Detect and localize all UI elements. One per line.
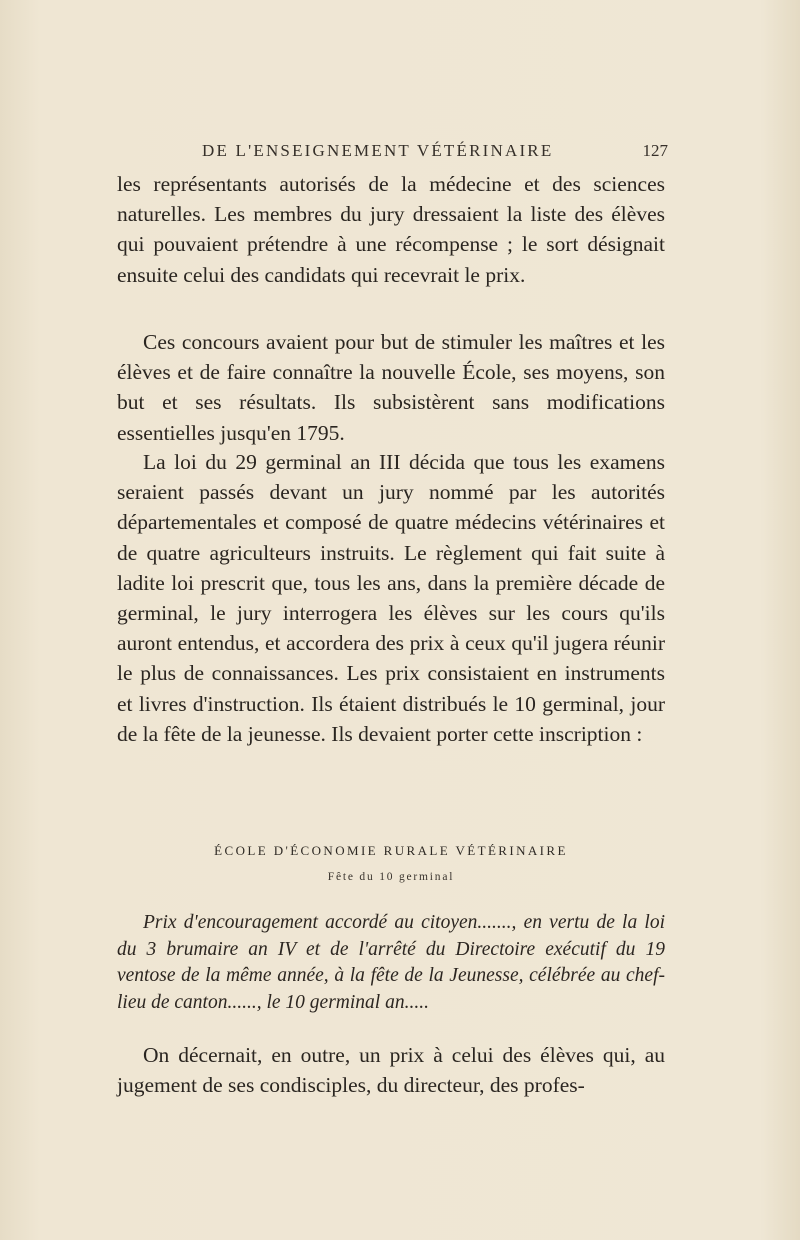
inscription-subtitle: Fête du 10 germinal [327, 871, 455, 883]
paragraph-concours: Ces concours avaient pour but de stimuler les maîtres et les élèves et de faire connaître la nouvelle École, ses moyens, son but et ses résultats. Ils subsistèrent sans modifications essentielles jusqu'en 1795. [117, 330, 665, 445]
running-head [112, 141, 668, 171]
paragraph-loi-germinal: La loi du 29 germinal an III décida que tous les examens seraient passés devant un jury nommé par les autorités départementales et composé de quatre médecins vétérinaires et de quatre agriculteurs instruits. Le règlement qui fait suite à ladite loi prescrit que, tous les ans, dans la première décade de germinal, le jury interrogera les élèves sur les cours qu'ils auront entendus, et accordera des prix à ceux qu'il jugera réunir le plus de connaissances. Les prix consistaient en instruments et livres d'instruction. Ils étaient distribués le 10 germinal, jour de la fête de la jeunesse. Ils devaient porter cette inscription : [117, 450, 665, 746]
running-title: DE L'ENSEIGNEMENT VÉTÉRINAIRE [202, 141, 554, 160]
page-number: 127 [642, 141, 668, 160]
paragraph-continuation: les représentants autorisés de la médecine et des sciences naturelles. Les membres du jury dressaient la liste des élèves qui pouvaient prétendre à une récompense ; le sort désignait ensuite celui des candidats qui recevrait le prix. [117, 172, 665, 287]
inscription-title: ÉCOLE D'ÉCONOMIE RURALE VÉTÉRINAIRE [214, 843, 568, 858]
inscription-text: Prix d'encouragement accordé au citoyen......., en vertu de la loi du 3 brumaire an IV et de l'arrêté du Directoire exécutif du 19 ventose de la même année, à la fête de la Jeunesse, célébrée au chef-lieu de canton......, le 10 germinal an..... [117, 912, 665, 1013]
paragraph-prix-condisciples: On décernait, en outre, un prix à celui des élèves qui, au jugement de ses condisciples, du directeur, des profes- [117, 1043, 665, 1098]
